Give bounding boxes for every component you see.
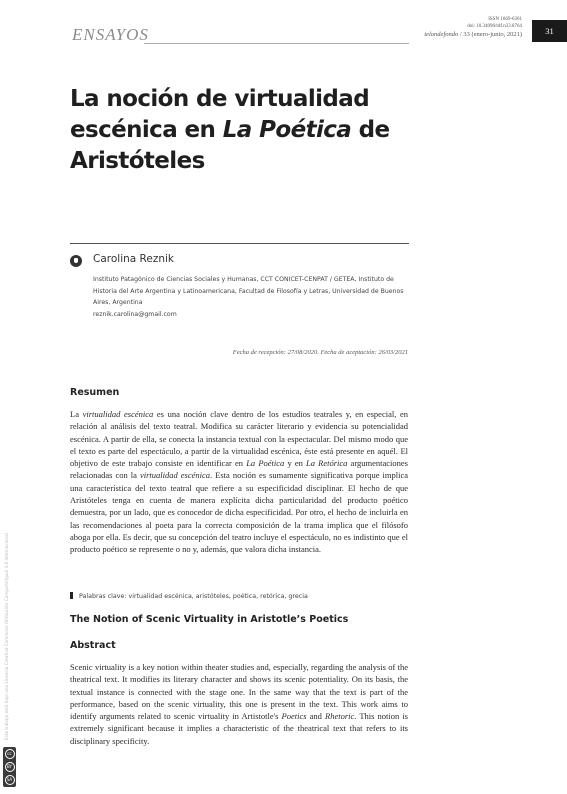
- resumen-seg: es una noción clave dentro de los estudios teatrales y, en especial, en relación al análisis del texto teatral. Modifica su carácter literario y evidencia su potencialidad escénica. A partir de ella, se conecta la instancia textual con la espectacular. Del mismo modo que el texto es parte del espectáculo, a partir de la virtualidad escénica, éste está presente en aquél. El objetivo de este trabajo consiste en identificar en: [70, 409, 408, 469]
- resumen-italic: virtualidad escénica: [139, 470, 211, 481]
- article-title: [70, 84, 410, 177]
- title-part1: La noción de virtualidad escénica en: [70, 86, 370, 143]
- resumen-italic: La Poética: [246, 458, 285, 469]
- cc-icon: cc: [5, 749, 15, 759]
- resumen-seg: argumentaciones relacionadas con la: [70, 458, 408, 481]
- resumen-heading: Resumen: [70, 387, 120, 398]
- issn: ISSN 1669-6301: [488, 17, 522, 22]
- license-text[interactable]: Este trabajo está bajo una Licencia Creative Commons Atribución-CompartirIgual 4.0 Internacional: [4, 533, 9, 740]
- english-title: The Notion of Scenic Virtuality in Aristotle’s Poetics: [70, 614, 349, 625]
- journal-issue: [424, 30, 522, 39]
- abstract-seg: and: [306, 711, 325, 722]
- section-label: ENSAYOS: [72, 25, 149, 44]
- author-affiliation: Instituto Patagónico de Ciencias Sociales y Humanas, CCT CONICET-CENPAT / GETEA, Instituto de Historia del Arte Argentina y Latinoamericana, Facultad de Filosofía y Letras, Universidad de Buenos Aires, Argentina: [93, 276, 404, 306]
- submission-dates: Fecha de recepción: 27/08/2020. Fecha de aceptación: 26/03/2021: [232, 349, 408, 356]
- cc-license-badge[interactable]: [3, 747, 16, 787]
- abstract-seg: . This notion is extremely significant because it implies a characteristic of the theatrical text that refers to its disciplinary specificity.: [70, 711, 408, 746]
- abstract-text: [70, 661, 408, 747]
- keywords-label: Palabras clave:: [79, 593, 127, 600]
- abstract-italic: Poetics: [281, 711, 307, 722]
- resumen-text: [70, 408, 408, 556]
- author-rule: [70, 243, 409, 244]
- title-italic: La Poética: [222, 117, 352, 143]
- journal-meta: [424, 17, 522, 39]
- abstract-heading: Abstract: [70, 640, 116, 651]
- resumen-seg: La: [70, 409, 83, 419]
- keywords-bullet: [70, 592, 73, 599]
- header-rule: [144, 43, 409, 44]
- resumen-seg: . Esta noción es sumamente significativa porque implica una característica del texto teatral que refiere a su especificidad disciplinar. El hecho de que Aristóteles tenga en cuenta de manera explícita dicha particularidad del producto poético demuestra, por un lado, que es conocedor de dicha especificidad. Por otro, el hecho de incluirla en las recomendaciones al poeta para la correcta composición de la trama implica que el filósofo aboga por ella. Es decir, que su concepción del teatro incluye el espectáculo, no es indistinto que el producto poético se represente o no y, además, que valora dicha instancia.: [70, 470, 408, 555]
- doi[interactable]: doi: 10.34096/tdf.n33.8764: [467, 23, 522, 29]
- keywords-values: virtualidad escénica, aristóteles, poética, retórica, grecia: [126, 593, 308, 600]
- keywords: [70, 592, 308, 600]
- orcid-icon[interactable]: [70, 255, 82, 267]
- resumen-italic: La Retórica: [306, 458, 348, 469]
- abstract-seg: Scenic virtuality is a key notion within theater studies and, especially, regarding the analysis of the theatrical text. It modifies its literary character and shows its scenic potentiality. On its basis, the textual instance is connected with the stage one. In the same way that the text is part of the performance, based on the scenic virtuality, this one is present in the text. This work aims to identify arguments related to scenic virtuality in Artistotle's: [70, 662, 408, 722]
- abstract-italic: Rhetoric: [325, 711, 355, 722]
- issue-info: / 33 (enero-junio, 2021): [458, 31, 522, 38]
- resumen-italic: virtualidad escénica: [82, 409, 154, 419]
- author-email[interactable]: reznik.carolina@gmail.com: [93, 311, 177, 318]
- author-name: Carolina Reznik: [93, 253, 174, 265]
- journal-name: telondefondo: [424, 31, 459, 38]
- resumen-seg: y en: [284, 458, 307, 469]
- by-icon: BY: [5, 762, 15, 772]
- sa-icon: SA: [5, 775, 15, 785]
- page-number: 31: [532, 20, 567, 42]
- title-part2: de Aristóteles: [70, 117, 390, 174]
